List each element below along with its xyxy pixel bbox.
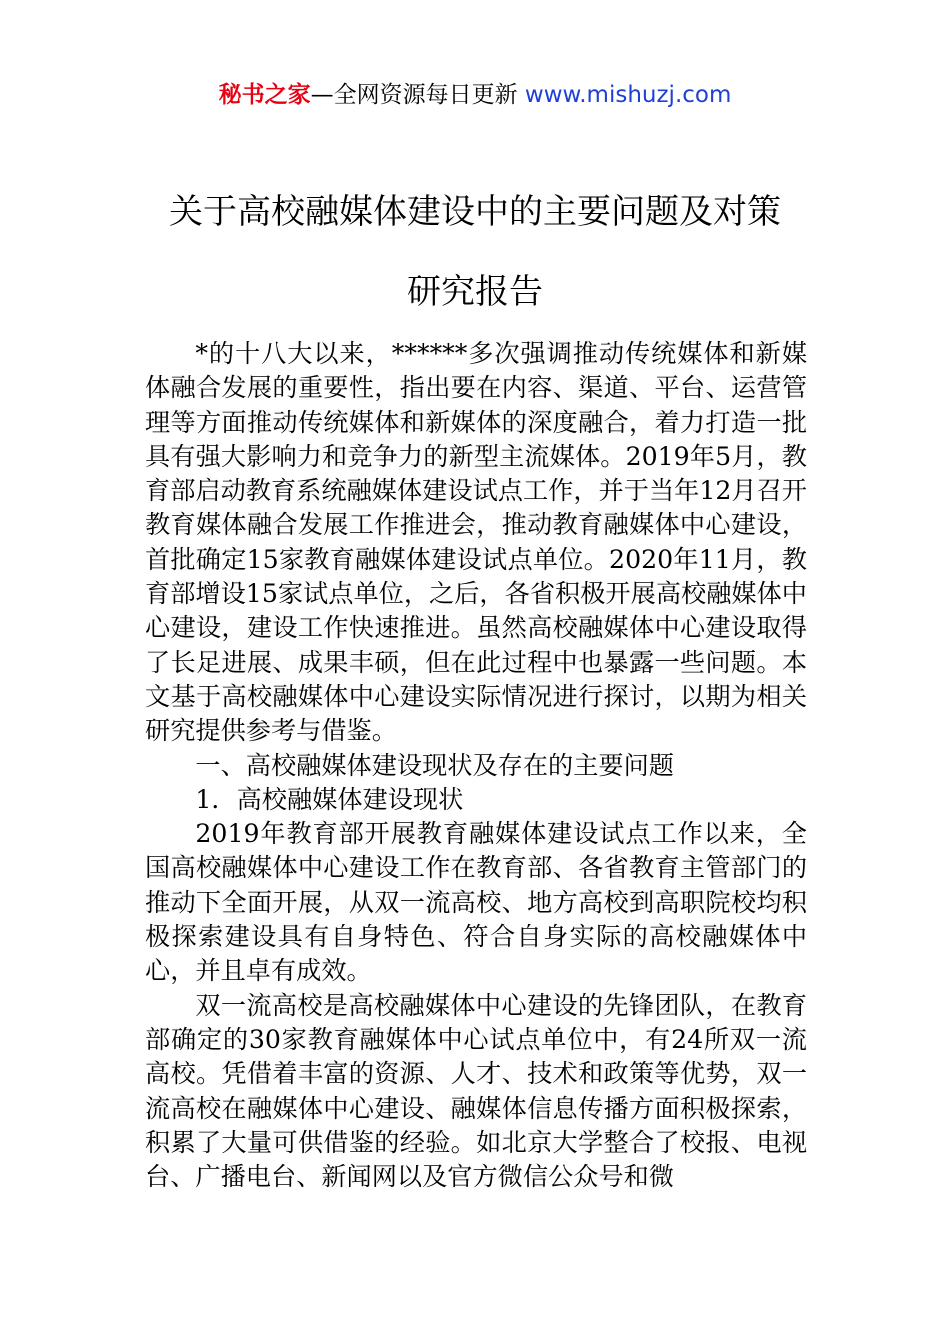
subsection-heading: 1．高校融媒体建设现状 — [195, 784, 464, 814]
site-url-link[interactable]: www.mishuzj.com — [524, 82, 732, 108]
paragraph-intro: *的十八大以来，******多次强调推动传统媒体和新媒体融合发展的重要性，指出要在内容、渠道、平台、运营管理等方面推动传统媒体和新媒体的深度融合，着力打造一批具有强大影响力和竞争力的新型主流媒体。2019年5月，教育部启动教育系统融媒体建设试点工作，并于当年12月召开教育媒体融合发展工作推进会，推动教育融媒体中心建设，首批确定15家教育融媒体建设试点单位。2020年11月，教育部增设15家试点单位，之后，各省积极开展高校融媒体中心建设，建设工作快速推进。虽然高校融媒体中心建设取得了长足进展、成果丰硕，但在此过程中也暴露一些问题。本文基于高校融媒体中心建设实际情况进行探讨，以期为相关研究提供参考与借鉴。 — [145, 339, 807, 746]
brand-name: 秘书之家 — [218, 82, 311, 108]
paragraph-status: 2019年教育部开展教育融媒体建设试点工作以来，全国高校融媒体中心建设工作在教育部、各省教育主管部门的推动下全面开展，从双一流高校、地方高校到高职院校均积极探索建设具有自身特色、符合自身实际的高校融媒体中心，并且卓有成效。 — [145, 819, 807, 986]
document-body — [145, 337, 807, 1194]
paragraph-double-first-class: 双一流高校是高校融媒体中心建设的先锋团队，在教育部确定的30家教育融媒体中心试点单位中，有24所双一流高校。凭借着丰富的资源、人才、技术和政策等优势，双一流高校在融媒体中心建设、融媒体信息传播方面积极探索，积累了大量可供借鉴的经验。如北京大学整合了校报、电视台、广播电台、新闻网以及官方微信公众号和微 — [145, 990, 807, 1192]
title-line-1: 关于高校融媒体建设中的主要问题及对策 — [169, 192, 781, 232]
title-line-2: 研究报告 — [407, 272, 543, 312]
section-heading: 一、高校融媒体建设现状及存在的主要问题 — [195, 750, 674, 780]
document-title — [140, 172, 810, 332]
site-header — [0, 78, 950, 112]
header-tagline: —全网资源每日更新 — [310, 82, 525, 108]
